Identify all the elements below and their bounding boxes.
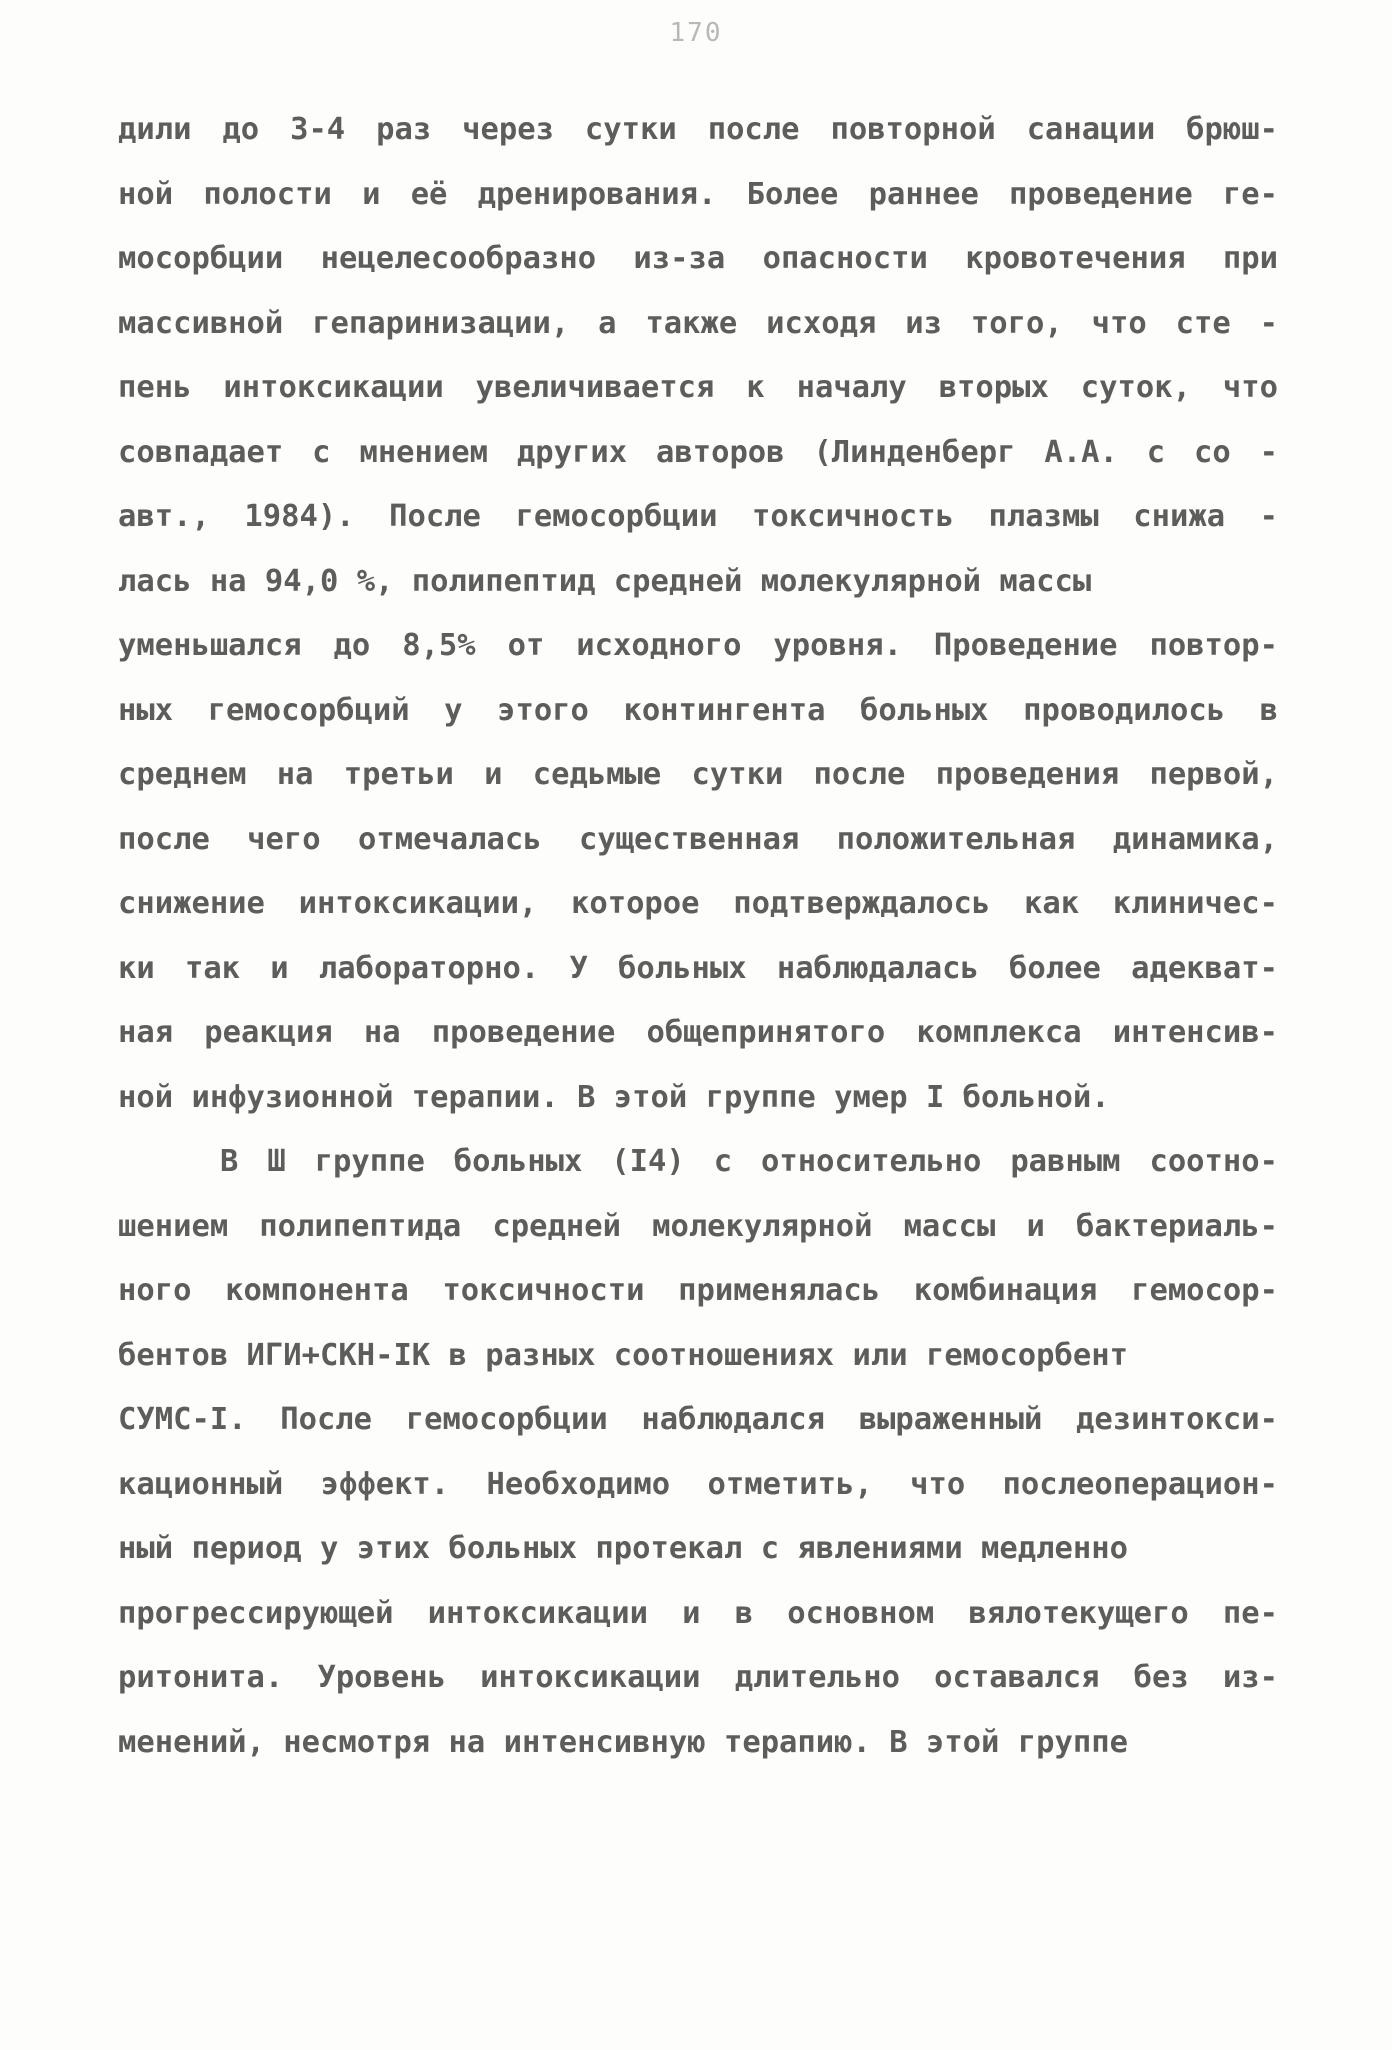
text-line: В Ш группе больных (I4) с относительно равным соотно-	[220, 1144, 1278, 1179]
text-line: бентов ИГИ+СКН-IК в разных соотношениях или гемосорбент	[118, 1337, 1128, 1373]
page-number: 170	[669, 18, 723, 48]
text-line: ки так и лабораторно. У больных наблюдалась более адекват-	[118, 950, 1278, 986]
text-line: снижение интоксикации, которое подтверждалось как клиничес-	[118, 886, 1278, 921]
text-line: после чего отмечалась существенная положительная динамика,	[118, 821, 1278, 857]
text-line: массивной гепаринизации, а также исходя из того, что сте -	[118, 305, 1278, 341]
text-line: лась на 94,0 %, полипептид средней молекулярной массы	[118, 563, 1092, 599]
text-line: мосорбции нецелесообразно из-за опасности кровотечения при	[118, 241, 1278, 276]
body-text	[118, 98, 1278, 1775]
text-line: кационный эффект. Необходимо отметить, что послеоперацион-	[118, 1466, 1278, 1502]
text-line: шением полипептида средней молекулярной массы и бактериаль-	[118, 1208, 1278, 1244]
text-line: ная реакция на проведение общепринятого комплекса интенсив-	[118, 1015, 1278, 1050]
text-line: совпадает с мнением других авторов (Линденберг А.А. с со -	[118, 434, 1278, 470]
text-line: менений, несмотря на интенсивную терапию. В этой группе	[118, 1724, 1128, 1760]
text-line: ных гемосорбций у этого контингента больных проводилось в	[118, 692, 1278, 728]
text-line: среднем на третьи и седьмые сутки после проведения первой,	[118, 757, 1278, 792]
text-line: ного компонента токсичности применялась комбинация гемосор-	[118, 1273, 1278, 1308]
text-line: авт., 1984). После гемосорбции токсичность плазмы снижа -	[118, 499, 1278, 534]
text-line: пень интоксикации увеличивается к началу вторых суток, что	[118, 370, 1278, 405]
text-line: ритонита. Уровень интоксикации длительно оставался без из-	[118, 1660, 1278, 1695]
text-line: ной инфузионной терапии. В этой группе умер I больной.	[118, 1079, 1110, 1115]
text-line: ный период у этих больных протекал с явлениями медленно	[118, 1531, 1128, 1566]
text-line: ной полости и её дренирования. Более раннее проведение ге-	[118, 176, 1278, 212]
text-line: дили до 3-4 раз через сутки после повторной санации брюш-	[118, 112, 1278, 147]
text-line: уменьшался до 8,5% от исходного уровня. Проведение повтор-	[118, 628, 1278, 663]
text-line: прогрессирующей интоксикации и в основном вялотекущего пе-	[118, 1595, 1278, 1631]
text-line: СУМС-I. После гемосорбции наблюдался выраженный дезинтокси-	[118, 1402, 1278, 1437]
